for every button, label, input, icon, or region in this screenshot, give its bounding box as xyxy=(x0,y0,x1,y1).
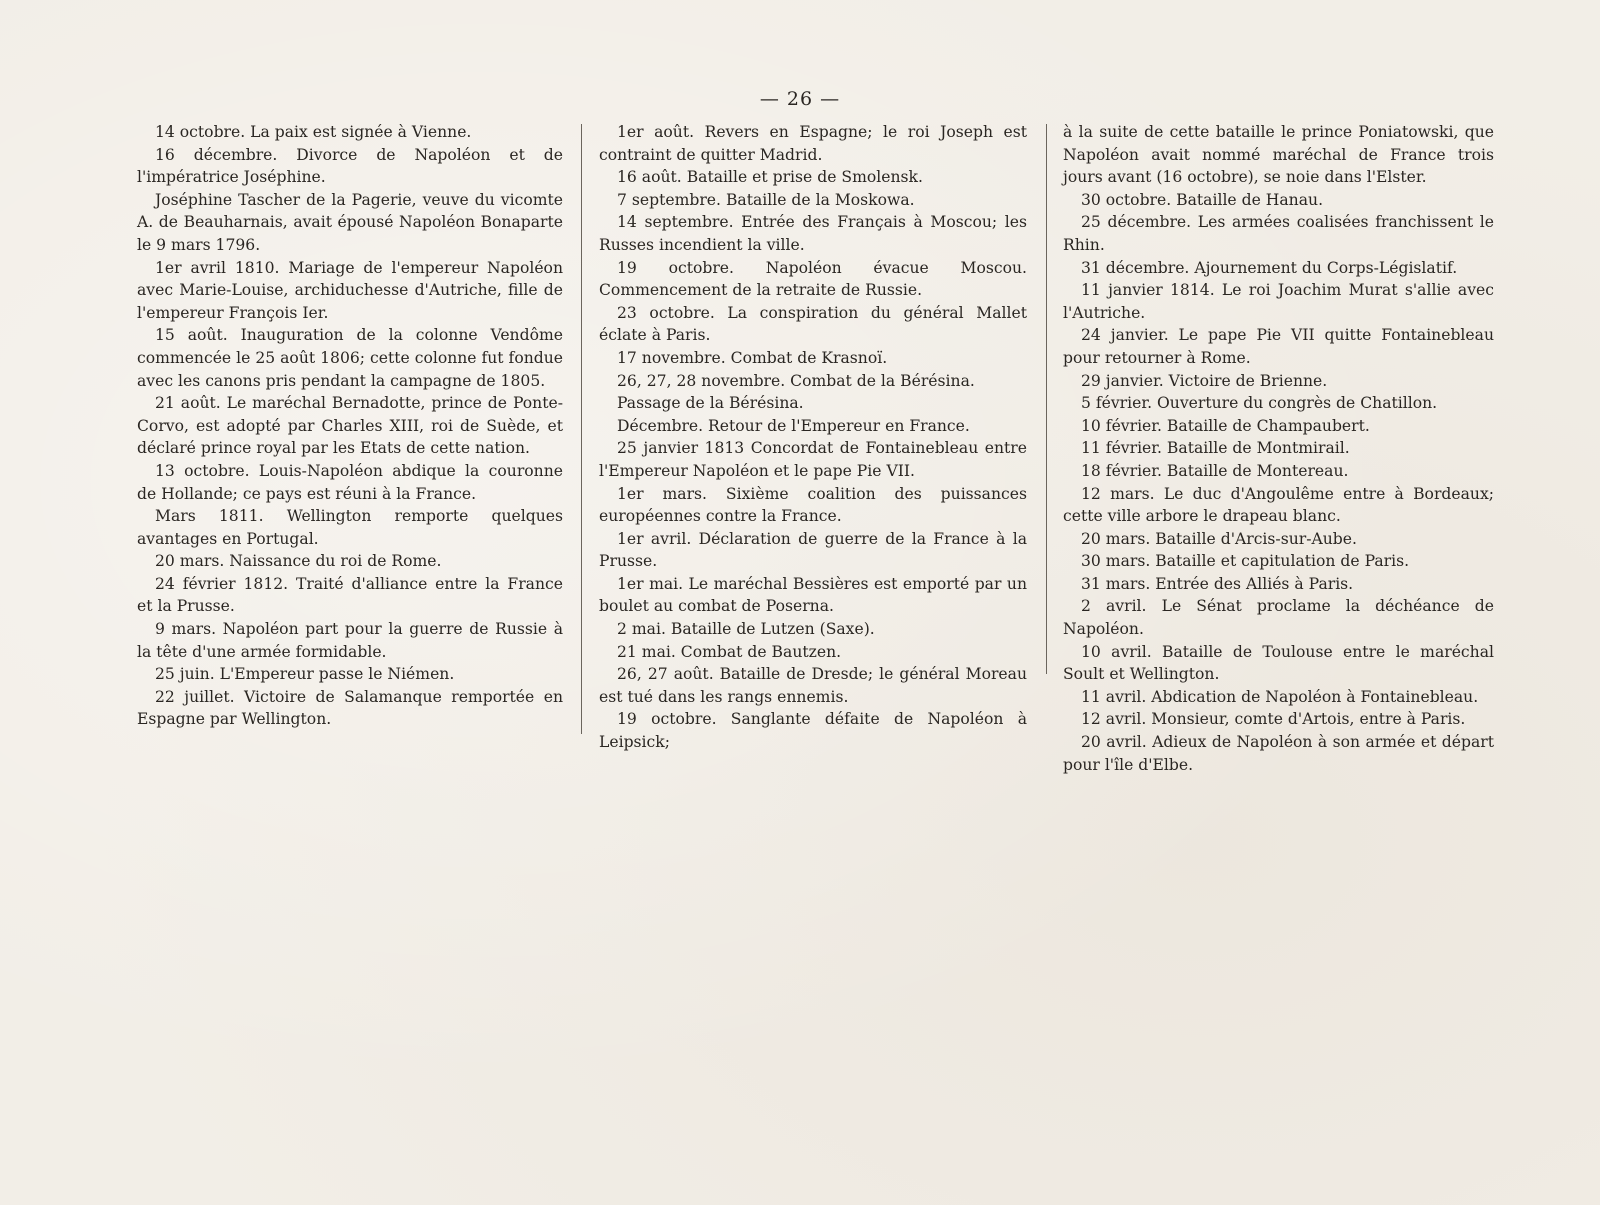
chronology-entry: 21 août. Le maréchal Bernadotte, prince de Ponte-Corvo, est adopté par Charles XIII, roi de Suède, et déclaré prince royal par les Etats de cette nation. xyxy=(137,394,563,458)
chronology-entry: 16 août. Bataille et prise de Smolensk. xyxy=(617,168,923,187)
chronology-entry: 30 octobre. Bataille de Hanau. xyxy=(1081,190,1324,209)
chronology-entry: 26, 27, 28 novembre. Combat de la Bérésina. xyxy=(617,371,975,390)
chronology-entry: 12 avril. Monsieur, comte d'Artois, entre à Paris. xyxy=(1081,710,1466,729)
chronology-entry: Mars 1811. Wellington remporte quelques avantages en Portugal. xyxy=(137,507,563,548)
chronology-entry: 13 octobre. Louis-Napoléon abdique la couronne de Hollande; ce pays est réuni à la France. xyxy=(137,461,563,503)
chronology-entry: Passage de la Bérésina. xyxy=(617,394,804,413)
chronology-entry: 24 février 1812. Traité d'alliance entre la France et la Prusse. xyxy=(137,574,563,616)
chronology-entry: 31 décembre. Ajournement du Corps-Législatif. xyxy=(1081,258,1458,277)
chronology-entry: 11 avril. Abdication de Napoléon à Fontainebleau. xyxy=(1081,687,1479,706)
chronology-entry: 20 avril. Adieux de Napoléon à son armée et départ pour l'île d'Elbe. xyxy=(1063,733,1494,774)
chronology-entry: 24 janvier. Le pape Pie VII quitte Fontainebleau pour retourner à Rome. xyxy=(1063,326,1494,367)
column-middle xyxy=(599,121,1027,754)
chronology-entry: 31 mars. Entrée des Alliés à Paris. xyxy=(1081,574,1354,593)
chronology-entry: 1er août. Revers en Espagne; le roi Joseph est contraint de quitter Madrid. xyxy=(599,123,1027,164)
chronology-entry: 11 février. Bataille de Montmirail. xyxy=(1081,439,1350,458)
chronology-entry: 21 mai. Combat de Bautzen. xyxy=(617,642,842,661)
chronology-entry: 1er avril. Déclaration de guerre de la France à la Prusse. xyxy=(599,529,1027,571)
chronology-entry: Décembre. Retour de l'Empereur en France. xyxy=(617,416,970,435)
column-divider xyxy=(581,124,582,734)
chronology-entry: 26, 27 août. Bataille de Dresde; le général Moreau est tué dans les rangs ennemis. xyxy=(599,665,1027,706)
chronology-entry: 2 avril. Le Sénat proclame la déchéance de Napoléon. xyxy=(1063,597,1494,639)
chronology-entry: 1er avril 1810. Mariage de l'empereur Napoléon avec Marie-Louise, archiduchesse d'Autriche, fille de l'empereur François Ier. xyxy=(137,258,563,322)
column-left xyxy=(137,121,563,731)
chronology-entry: 17 novembre. Combat de Krasnoï. xyxy=(617,348,888,367)
chronology-entry: 30 mars. Bataille et capitulation de Paris. xyxy=(1081,552,1410,571)
chronology-entry: 18 février. Bataille de Montereau. xyxy=(1081,461,1349,480)
chronology-entry: 25 décembre. Les armées coalisées franchissent le Rhin. xyxy=(1063,213,1494,254)
chronology-entry: 1er mai. Le maréchal Bessières est emporté par un boulet au combat de Poserna. xyxy=(599,574,1027,616)
chronology-entry: 10 avril. Bataille de Toulouse entre le maréchal Soult et Wellington. xyxy=(1063,642,1494,684)
chronology-entry-continued: à la suite de cette bataille le prince Poniatowski, que Napoléon avait nommé maréchal de France trois jours avant (16 octobre), se noie dans l'Elster. xyxy=(1063,123,1494,187)
chronology-entry: 23 octobre. La conspiration du général Mallet éclate à Paris. xyxy=(599,303,1027,345)
chronology-entry: 22 juillet. Victoire de Salamanque remportée en Espagne par Wellington. xyxy=(137,687,563,729)
chronology-entry: 7 septembre. Bataille de la Moskowa. xyxy=(617,190,915,209)
column-divider xyxy=(1046,124,1047,674)
chronology-entry: 19 octobre. Sanglante défaite de Napoléon à Leipsick; xyxy=(599,710,1027,752)
chronology-entry: 2 mai. Bataille de Lutzen (Saxe). xyxy=(617,620,875,639)
chronology-entry: Joséphine Tascher de la Pagerie, veuve du vicomte A. de Beauharnais, avait épousé Napoléon Bonaparte le 9 mars 1796. xyxy=(137,190,563,254)
chronology-entry: 29 janvier. Victoire de Brienne. xyxy=(1081,371,1328,390)
chronology-entry: 5 février. Ouverture du congrès de Chatillon. xyxy=(1081,394,1438,413)
chronology-entry: 1er mars. Sixième coalition des puissances européennes contre la France. xyxy=(599,484,1027,526)
chronology-entry: 11 janvier 1814. Le roi Joachim Murat s'allie avec l'Autriche. xyxy=(1063,281,1494,322)
chronology-entry: 10 février. Bataille de Champaubert. xyxy=(1081,416,1370,435)
chronology-entry: 20 mars. Bataille d'Arcis-sur-Aube. xyxy=(1081,529,1357,548)
chronology-entry: 25 janvier 1813 Concordat de Fontainebleau entre l'Empereur Napoléon et le pape Pie VII. xyxy=(599,439,1027,480)
chronology-entry: 15 août. Inauguration de la colonne Vendôme commencée le 25 août 1806; cette colonne fut fondue avec les canons pris pendant la campagne de 1805. xyxy=(137,326,563,390)
chronology-entry: 25 juin. L'Empereur passe le Niémen. xyxy=(155,665,455,684)
chronology-entry: 20 mars. Naissance du roi de Rome. xyxy=(155,552,442,571)
chronology-entry: 14 octobre. La paix est signée à Vienne. xyxy=(155,123,472,141)
chronology-entry: 19 octobre. Napoléon évacue Moscou. Commencement de la retraite de Russie. xyxy=(599,258,1027,300)
page-number: — 26 — xyxy=(759,88,841,110)
chronology-entry: 12 mars. Le duc d'Angoulême entre à Bordeaux; cette ville arbore le drapeau blanc. xyxy=(1063,484,1494,526)
chronology-entry: 14 septembre. Entrée des Français à Moscou; les Russes incendient la ville. xyxy=(599,213,1027,254)
column-right xyxy=(1063,121,1494,776)
chronology-entry: 9 mars. Napoléon part pour la guerre de Russie à la tête d'une armée formidable. xyxy=(137,620,563,661)
chronology-entry: 16 décembre. Divorce de Napoléon et de l'impératrice Joséphine. xyxy=(137,145,563,187)
